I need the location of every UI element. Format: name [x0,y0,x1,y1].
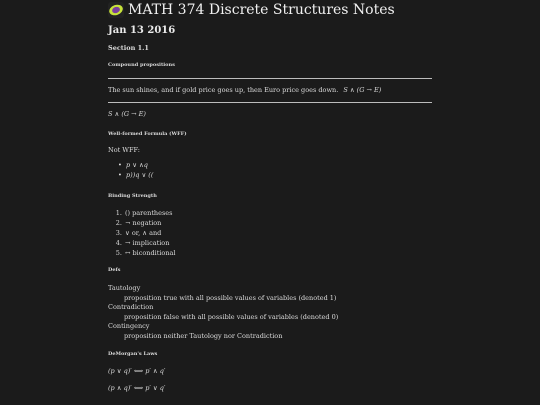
list-item: 2. ¬ negation [115,219,162,227]
not-wff-label: Not WFF: [108,146,140,154]
list-item: 4. → implication [115,239,170,247]
divider [108,102,432,103]
defs-list [108,284,338,341]
list-item: 5. ↔ biconditional [115,249,176,257]
def-desc: proposition neither Tautology nor Contradiction [124,331,283,340]
page-title: MATH 374 Discrete Structures Notes [128,2,395,18]
demorgan-law: (p ∨ q)′ ⟺ p′ ∧ q′ [108,367,166,375]
compound-heading: Compound propositions [108,62,175,68]
app-logo-icon [108,2,124,18]
sentence-text: The sun shines, and if gold price goes up, then Euro price goes down. [108,86,339,94]
def-desc: proposition false with all possible values of variables (denoted 0) [124,312,339,321]
title-row [108,2,395,18]
defs-heading: Defs [108,267,121,273]
sentence-line [108,86,381,94]
list-item: • p ∨ ∧q [108,161,153,169]
binding-heading: Binding Strength [108,193,157,199]
wff-heading: Well-formed Formula (WFF) [108,131,187,137]
section-heading: Section 1.1 [108,44,149,52]
def-term: Contradiction [108,303,154,311]
demorgan-heading: DeMorgan's Laws [108,351,158,357]
binding-list [108,208,175,258]
demorgan-law: (p ∧ q)′ ⟺ p′ ∨ q′ [108,384,166,392]
sentence-formula: S ∧ (G → E) [343,86,382,94]
list-item: 3. ∨ or, ∧ and [115,229,162,237]
not-wff-list [108,161,153,179]
list-item: 1. () parentheses [115,209,173,217]
def-desc: proposition true with all possible values of variables (denoted 1) [124,293,337,302]
formula-display: S ∧ (G → E) [108,110,146,118]
date-heading: Jan 13 2016 [108,25,176,36]
divider [108,78,432,79]
def-term: Tautology [108,284,141,292]
list-item: • p))q ∨ (( [108,171,153,179]
def-term: Contingency [108,322,150,330]
